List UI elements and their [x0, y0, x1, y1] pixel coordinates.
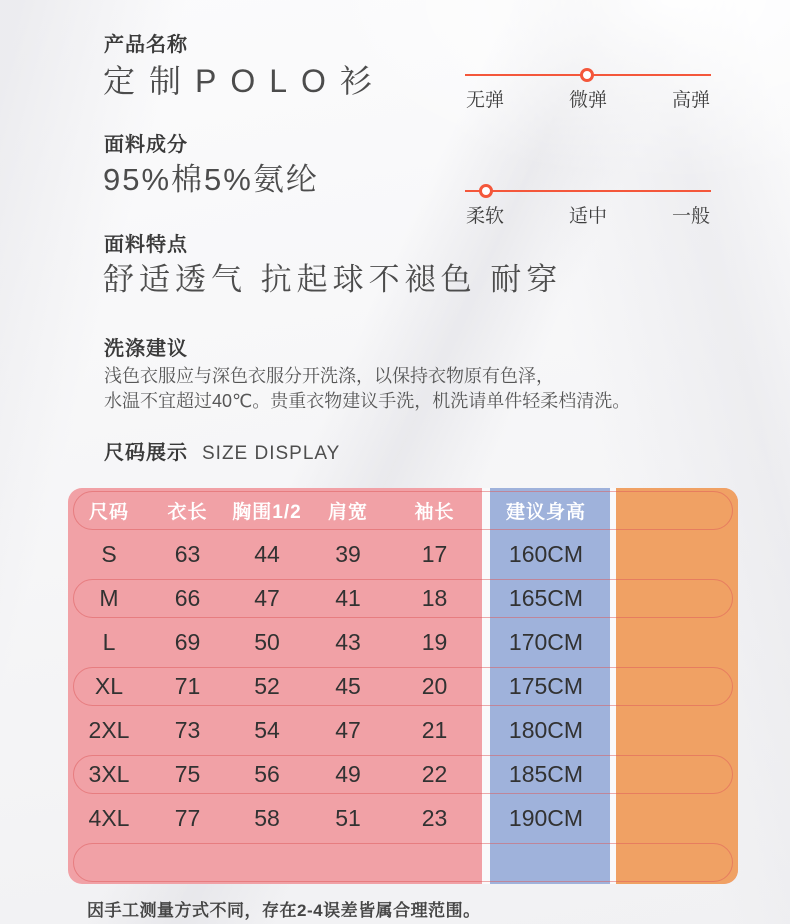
size-table-header-row [68, 488, 738, 532]
column-header: 袖长 [414, 501, 455, 523]
size-table-row [68, 576, 738, 620]
product-name-value: 定制POLO衫 [103, 63, 386, 99]
table-cell: 170CM [508, 628, 584, 655]
elasticity-slider-track [465, 74, 711, 76]
size-display-heading [104, 436, 340, 465]
softness-slider-labels [462, 201, 714, 228]
slider-label-elasticity-0: 无弹 [466, 90, 505, 111]
table-cell: 66 [174, 584, 201, 611]
size-table-row [68, 532, 738, 576]
column-header: 肩宽 [327, 501, 368, 523]
table-cell: S [101, 540, 117, 567]
table-cell: 47 [254, 584, 280, 611]
size-table-row [68, 708, 738, 752]
fabric-features-value: 舒适透气 抗起球不褪色 耐穿 [103, 262, 563, 297]
table-cell: 71 [174, 672, 201, 699]
table-cell: 47 [335, 716, 361, 743]
size-table [68, 488, 738, 884]
table-cell: 43 [335, 628, 361, 655]
column-header: 衣长 [167, 501, 208, 523]
fabric-composition-value: 95%棉5%氨纶 [103, 162, 319, 197]
table-cell: 190CM [508, 804, 584, 831]
table-cell: 49 [335, 760, 361, 787]
table-cell: 23 [421, 804, 448, 831]
wash-advice-line2: 水温不宜超过40℃。贵重衣物建议手洗，机洗请单件轻柔档清洗。 [104, 391, 631, 411]
table-cell: 58 [254, 804, 280, 831]
wash-advice-label: 洗涤建议 [104, 338, 188, 360]
slider-label-softness-1: 适中 [568, 206, 607, 227]
size-table-row [68, 752, 738, 796]
size-display-label-en: SIZE DISPLAY [202, 443, 341, 464]
table-cell: 165CM [508, 584, 584, 611]
slider-label-elasticity-2: 高弹 [671, 90, 710, 111]
table-cell: 160CM [508, 540, 584, 567]
table-cell: 39 [335, 540, 361, 567]
table-cell: 21 [421, 716, 448, 743]
table-cell: XL [94, 672, 124, 699]
table-cell: 180CM [508, 716, 584, 743]
column-header: 尺码 [88, 501, 129, 523]
table-cell: 44 [254, 540, 280, 567]
softness-slider [462, 174, 714, 228]
table-cell: 75 [174, 760, 201, 787]
slider-label-softness-2: 一般 [671, 206, 710, 227]
table-cell: 54 [254, 716, 280, 743]
table-cell: 3XL [88, 760, 130, 787]
table-cell: 51 [335, 804, 361, 831]
slider-label-elasticity-1: 微弹 [568, 90, 607, 111]
wash-advice-body [104, 364, 630, 414]
table-cell: 2XL [88, 716, 130, 743]
size-table-row [68, 620, 738, 664]
size-table-row [68, 664, 738, 708]
table-cell: 19 [421, 628, 448, 655]
wash-advice-line1: 浅色衣服应与深色衣服分开洗涤，以保持衣物原有色泽， [104, 366, 554, 386]
table-cell: 175CM [508, 672, 584, 699]
row-outline [73, 843, 733, 882]
fabric-features-label: 面料特点 [104, 234, 188, 256]
elasticity-slider [462, 58, 714, 112]
table-cell: 73 [174, 716, 201, 743]
column-header: 胸围1/2 [232, 501, 302, 523]
softness-slider-track [465, 190, 711, 192]
product-name-label: 产品名称 [104, 34, 188, 56]
table-cell: 18 [421, 584, 448, 611]
fabric-composition-label: 面料成分 [104, 134, 188, 156]
size-table-row [68, 796, 738, 840]
table-cell: 4XL [88, 804, 130, 831]
table-cell: 45 [335, 672, 361, 699]
table-cell: M [99, 584, 119, 611]
table-cell: 52 [254, 672, 280, 699]
table-cell: 20 [421, 672, 448, 699]
table-cell: 63 [174, 540, 201, 567]
table-cell: 185CM [508, 760, 584, 787]
size-display-label: 尺码展示 [104, 442, 188, 464]
table-cell: 41 [335, 584, 361, 611]
table-cell: 22 [421, 760, 448, 787]
elasticity-slider-labels [462, 85, 714, 112]
table-cell: 69 [174, 628, 201, 655]
slider-dot-icon [479, 184, 493, 198]
slider-dot-icon [580, 68, 594, 82]
slider-label-softness-0: 柔软 [466, 206, 505, 227]
measurement-tolerance-note: 因手工测量方式不同，存在2-4误差皆属合理范围。 [87, 901, 481, 920]
table-cell: L [102, 628, 116, 655]
table-cell: 56 [254, 760, 280, 787]
column-header: 建议身高 [505, 501, 586, 523]
table-cell: 77 [174, 804, 201, 831]
table-cell: 17 [421, 540, 448, 567]
table-cell: 50 [254, 628, 280, 655]
